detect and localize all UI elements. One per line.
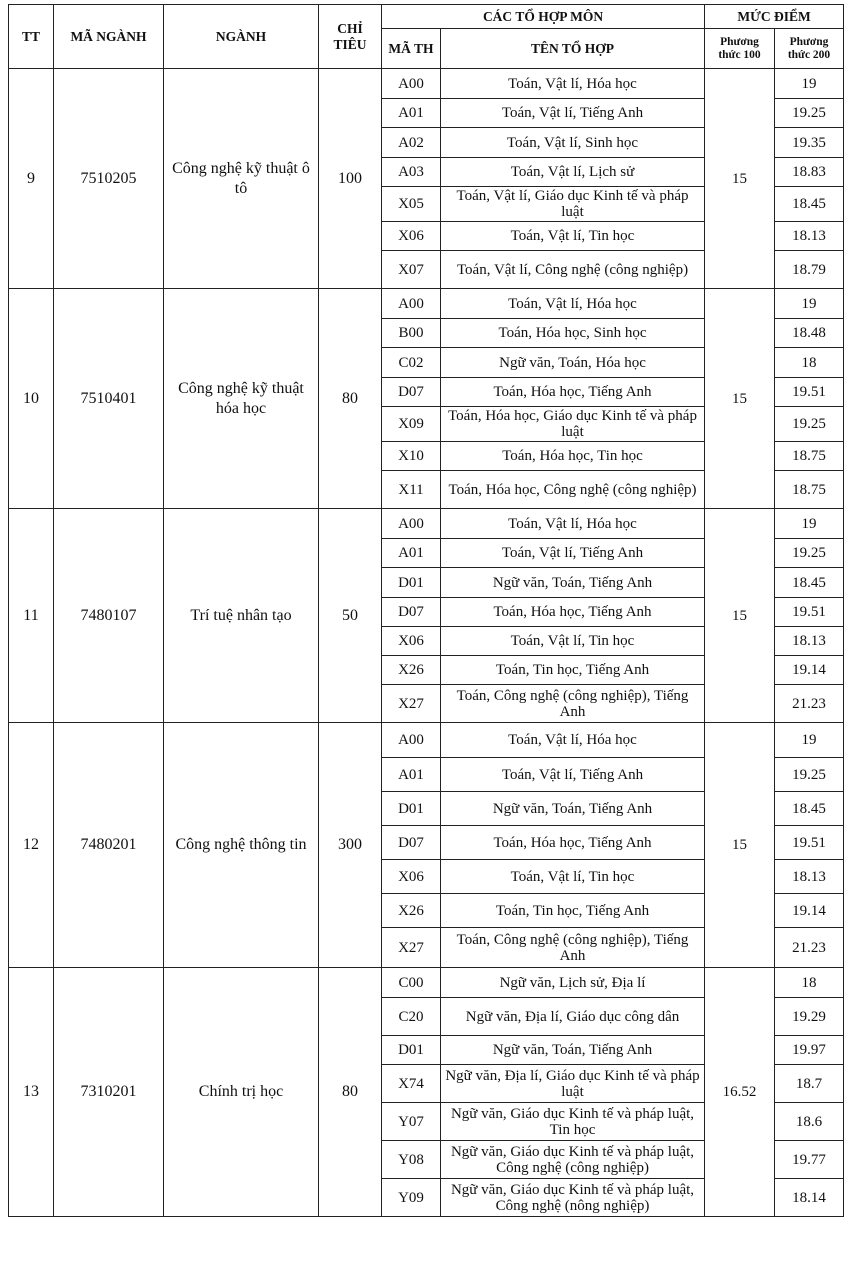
combo-name: Ngữ văn, Giáo dục Kinh tế và pháp luật, Tin học (441, 1103, 705, 1141)
combo-name: Toán, Vật lí, Tiếng Anh (441, 758, 705, 792)
combo-code: A01 (382, 758, 441, 792)
combo-code: A01 (382, 99, 441, 128)
combo-code: X07 (382, 251, 441, 289)
combo-code: A03 (382, 158, 441, 187)
score-pt200: 19.25 (775, 407, 844, 442)
combo-code: X26 (382, 656, 441, 685)
combo-code: C02 (382, 348, 441, 378)
header-muc-diem: MỨC ĐIỂM (705, 5, 844, 29)
quota: 50 (319, 509, 382, 723)
score-pt200: 19 (775, 69, 844, 99)
combo-name: Ngữ văn, Địa lí, Giáo dục Kinh tế và pháp luật (441, 1065, 705, 1103)
quota: 100 (319, 69, 382, 289)
combo-name: Toán, Hóa học, Tiếng Anh (441, 826, 705, 860)
combo-code: X74 (382, 1065, 441, 1103)
quota: 80 (319, 968, 382, 1217)
combo-name: Toán, Hóa học, Tiếng Anh (441, 598, 705, 627)
score-pt200: 21.23 (775, 928, 844, 968)
score-pt200: 18.45 (775, 187, 844, 222)
major-code: 7480107 (54, 509, 164, 723)
major-name: Chính trị học (164, 968, 319, 1217)
header-nganh: NGÀNH (164, 5, 319, 69)
combo-name: Ngữ văn, Giáo dục Kinh tế và pháp luật, Công nghệ (nông nghiệp) (441, 1179, 705, 1217)
score-pt200: 18.14 (775, 1179, 844, 1217)
combo-code: X09 (382, 407, 441, 442)
header-ma-nganh: MÃ NGÀNH (54, 5, 164, 69)
combo-code: B00 (382, 319, 441, 348)
combo-code: D07 (382, 598, 441, 627)
header-pt200: Phương thức 200 (775, 29, 844, 69)
combo-name: Ngữ văn, Lịch sử, Địa lí (441, 968, 705, 998)
combo-name: Toán, Vật lí, Lịch sử (441, 158, 705, 187)
row-tt: 12 (9, 723, 54, 968)
combo-code: D01 (382, 568, 441, 598)
score-pt200: 18.75 (775, 471, 844, 509)
combo-name: Toán, Vật lí, Tin học (441, 222, 705, 251)
combo-code: A00 (382, 509, 441, 539)
combo-name: Ngữ văn, Toán, Tiếng Anh (441, 792, 705, 826)
score-pt200: 18.45 (775, 792, 844, 826)
score-pt200: 19.14 (775, 656, 844, 685)
combo-name: Ngữ văn, Toán, Tiếng Anh (441, 1036, 705, 1065)
table-row (9, 968, 844, 998)
score-pt100: 15 (705, 289, 775, 509)
combo-name: Toán, Vật lí, Tin học (441, 860, 705, 894)
major-code: 7310201 (54, 968, 164, 1217)
combo-name: Toán, Hóa học, Sinh học (441, 319, 705, 348)
score-pt100: 15 (705, 509, 775, 723)
combo-code: Y07 (382, 1103, 441, 1141)
combo-code: X05 (382, 187, 441, 222)
combo-code: X06 (382, 627, 441, 656)
score-pt200: 19.97 (775, 1036, 844, 1065)
row-tt: 11 (9, 509, 54, 723)
combo-code: A00 (382, 69, 441, 99)
header-ma-th: MÃ TH (382, 29, 441, 69)
combo-name: Toán, Hóa học, Tin học (441, 442, 705, 471)
major-code: 7480201 (54, 723, 164, 968)
combo-name: Toán, Vật lí, Hóa học (441, 723, 705, 758)
quota: 80 (319, 289, 382, 509)
table-row (9, 289, 844, 319)
score-pt200: 18.6 (775, 1103, 844, 1141)
combo-name: Toán, Vật lí, Tiếng Anh (441, 99, 705, 128)
table-row (9, 723, 844, 758)
table-row (9, 509, 844, 539)
score-pt100: 15 (705, 69, 775, 289)
score-pt200: 18.13 (775, 222, 844, 251)
major-name: Trí tuệ nhân tạo (164, 509, 319, 723)
score-pt200: 18.79 (775, 251, 844, 289)
score-pt200: 19.77 (775, 1141, 844, 1179)
score-pt200: 19.51 (775, 826, 844, 860)
combo-code: X26 (382, 894, 441, 928)
combo-name: Ngữ văn, Giáo dục Kinh tế và pháp luật, Công nghệ (công nghiệp) (441, 1141, 705, 1179)
score-pt200: 19.51 (775, 378, 844, 407)
combo-code: X27 (382, 685, 441, 723)
combo-name: Toán, Hóa học, Tiếng Anh (441, 378, 705, 407)
score-pt200: 19.25 (775, 758, 844, 792)
score-pt200: 18.45 (775, 568, 844, 598)
combo-name: Ngữ văn, Toán, Hóa học (441, 348, 705, 378)
row-tt: 9 (9, 69, 54, 289)
header-pt100: Phương thức 100 (705, 29, 775, 69)
score-pt200: 19.14 (775, 894, 844, 928)
combo-name: Toán, Vật lí, Tin học (441, 627, 705, 656)
admission-score-table (8, 4, 844, 1217)
score-pt200: 18.75 (775, 442, 844, 471)
score-pt200: 19.35 (775, 128, 844, 158)
score-pt200: 18.83 (775, 158, 844, 187)
major-name: Công nghệ kỹ thuật hóa học (164, 289, 319, 509)
score-pt200: 19 (775, 723, 844, 758)
combo-name: Toán, Vật lí, Hóa học (441, 69, 705, 99)
combo-name: Toán, Vật lí, Tiếng Anh (441, 539, 705, 568)
combo-code: D07 (382, 378, 441, 407)
score-pt100: 15 (705, 723, 775, 968)
score-pt200: 19.51 (775, 598, 844, 627)
combo-name: Toán, Hóa học, Giáo dục Kinh tế và pháp luật (441, 407, 705, 442)
table-row (9, 69, 844, 99)
score-pt200: 19.29 (775, 998, 844, 1036)
header-tt: TT (9, 5, 54, 69)
major-code: 7510401 (54, 289, 164, 509)
combo-name: Toán, Vật lí, Giáo dục Kinh tế và pháp luật (441, 187, 705, 222)
header-ten-to-hop: TÊN TỔ HỢP (441, 29, 705, 69)
combo-code: Y09 (382, 1179, 441, 1217)
combo-code: Y08 (382, 1141, 441, 1179)
combo-name: Ngữ văn, Địa lí, Giáo dục công dân (441, 998, 705, 1036)
combo-name: Toán, Công nghệ (công nghiệp), Tiếng Anh (441, 928, 705, 968)
score-pt200: 18.13 (775, 860, 844, 894)
combo-code: D07 (382, 826, 441, 860)
combo-code: A01 (382, 539, 441, 568)
combo-code: A00 (382, 723, 441, 758)
score-pt200: 19.25 (775, 99, 844, 128)
score-pt200: 18.48 (775, 319, 844, 348)
row-tt: 10 (9, 289, 54, 509)
major-name: Công nghệ thông tin (164, 723, 319, 968)
combo-code: A00 (382, 289, 441, 319)
combo-code: X06 (382, 860, 441, 894)
combo-name: Toán, Hóa học, Công nghệ (công nghiệp) (441, 471, 705, 509)
combo-code: D01 (382, 792, 441, 826)
combo-name: Toán, Vật lí, Sinh học (441, 128, 705, 158)
row-tt: 13 (9, 968, 54, 1217)
score-pt200: 18 (775, 348, 844, 378)
combo-code: X06 (382, 222, 441, 251)
header-chi-tieu: CHỈ TIÊU (319, 5, 382, 69)
combo-name: Toán, Vật lí, Hóa học (441, 289, 705, 319)
score-pt200: 19.25 (775, 539, 844, 568)
score-pt200: 19 (775, 509, 844, 539)
combo-code: X10 (382, 442, 441, 471)
quota: 300 (319, 723, 382, 968)
score-pt200: 21.23 (775, 685, 844, 723)
combo-code: A02 (382, 128, 441, 158)
combo-code: X27 (382, 928, 441, 968)
major-name: Công nghệ kỹ thuật ô tô (164, 69, 319, 289)
combo-name: Toán, Tin học, Tiếng Anh (441, 656, 705, 685)
major-code: 7510205 (54, 69, 164, 289)
score-pt200: 19 (775, 289, 844, 319)
combo-code: X11 (382, 471, 441, 509)
combo-name: Toán, Vật lí, Công nghệ (công nghiệp) (441, 251, 705, 289)
score-pt200: 18.7 (775, 1065, 844, 1103)
combo-name: Toán, Công nghệ (công nghiệp), Tiếng Anh (441, 685, 705, 723)
combo-code: C20 (382, 998, 441, 1036)
combo-code: C00 (382, 968, 441, 998)
combo-code: D01 (382, 1036, 441, 1065)
combo-name: Toán, Vật lí, Hóa học (441, 509, 705, 539)
combo-name: Toán, Tin học, Tiếng Anh (441, 894, 705, 928)
score-pt200: 18 (775, 968, 844, 998)
combo-name: Ngữ văn, Toán, Tiếng Anh (441, 568, 705, 598)
score-pt100: 16.52 (705, 968, 775, 1217)
score-pt200: 18.13 (775, 627, 844, 656)
header-cac-to-hop-mon: CÁC TỔ HỢP MÔN (382, 5, 705, 29)
table-body (9, 69, 844, 1217)
